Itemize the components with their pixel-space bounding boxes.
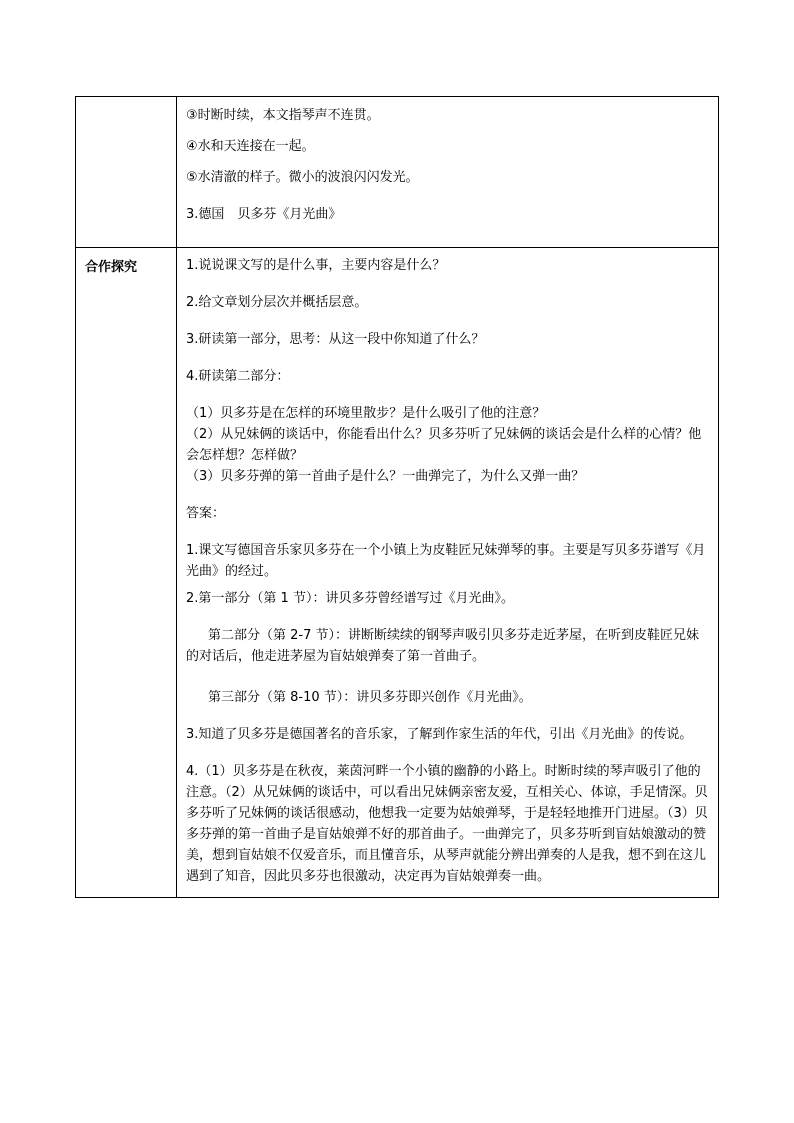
lesson-table	[75, 96, 719, 898]
question-4-2: （2）从兄妹俩的谈话中，你能看出什么？贝多芬听了兄妹俩的谈话会是什么样的心情？他会怎样想？怎样做？	[186, 427, 702, 463]
question-2: 2.给文章划分层次并概括层意。	[186, 295, 368, 310]
question-3: 3.研读第一部分，思考：从这一段中你知道了什么？	[186, 332, 485, 347]
label-cell	[76, 248, 177, 898]
empty-label-cell	[76, 97, 177, 248]
answer-3: 3.知道了贝多芬是德国著名的音乐家，了解到作家生活的年代，引出《月光曲》的传说。	[186, 727, 693, 742]
notes-cell	[177, 97, 719, 248]
question-4-3: （3）贝多芬弹的第一首曲子是什么？一曲弹完了，为什么又弹一曲？	[186, 469, 585, 484]
answer-2-part2: 第二部分（第 2-7 节）：讲断断续续的钢琴声吸引贝多芬走近茅屋，在听到皮鞋匠兄妹的对话后，他走进茅屋为盲姑娘弹奏了第一首曲子。	[186, 628, 699, 664]
table-row-notes	[76, 97, 719, 248]
question-4: 4.研读第二部分：	[186, 369, 290, 384]
note-line-4: ④水和天连接在一起。	[186, 139, 315, 154]
author-line: 3.德国 贝多芬《月光曲》	[186, 207, 342, 222]
answer-1: 1.课文写德国音乐家贝多芬在一个小镇上为皮鞋匠兄妹弹琴的事。主要是写贝多芬谱写《月光曲》的经过。	[186, 543, 706, 579]
answer-2: 2.第一部分（第 1 节）：讲贝多芬曾经谱写过《月光曲》。	[186, 591, 514, 606]
note-line-5: ⑤水清澈的样子。微小的波浪闪闪发光。	[186, 170, 419, 185]
question-1: 1.说说课文写的是什么事，主要内容是什么？	[186, 258, 446, 273]
answer-label: 答案：	[186, 506, 226, 521]
content-cell	[177, 248, 719, 898]
question-4-1: （1）贝多芬是在怎样的环境里散步？是什么吸引了他的注意？	[186, 406, 546, 421]
answer-2-part3: 第三部分（第 8-10 节）：讲贝多芬即兴创作《月光曲》。	[208, 690, 532, 705]
answer-4: 4.（1）贝多芬是在秋夜，莱茵河畔一个小镇的幽静的小路上。时断时续的琴声吸引了他的注意。（2）从兄妹俩的谈话中，可以看出兄妹俩亲密友爱，互相关心、体谅，手足情深。贝多芬听了兄妹俩的谈话很感动，他想我一定要为姑娘弹琴，于是轻轻地推开门进屋。（3）贝多芬弹的第一首曲子是盲姑娘弹不好的那首曲子。一曲弹完了，贝多芬听到盲姑娘激动的赞美，想到盲姑娘不仅爱音乐，而且懂音乐，从琴声就能分辨出弹奏的人是我，想不到在这儿遇到了知音，因此贝多芬也很激动，决定再为盲姑娘弹奏一曲。	[186, 764, 708, 884]
table-row-cooperative	[76, 248, 719, 898]
note-line-3: ③时断时续，本文指琴声不连贯。	[186, 108, 380, 123]
section-label: 合作探究	[85, 260, 138, 275]
